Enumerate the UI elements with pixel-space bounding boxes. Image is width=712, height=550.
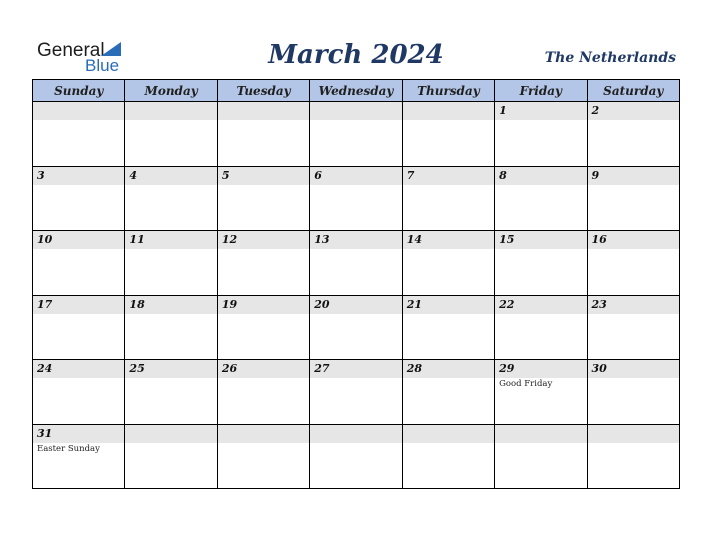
day-cell xyxy=(310,360,402,425)
day-cell xyxy=(33,102,125,167)
day-number: 14 xyxy=(403,231,494,249)
day-cell xyxy=(125,295,217,360)
day-number: 24 xyxy=(33,360,124,378)
day-number xyxy=(125,102,216,120)
day-cell xyxy=(402,166,494,231)
country-name: The Netherlands xyxy=(544,50,676,66)
day-number: 1 xyxy=(495,102,586,120)
day-number: 10 xyxy=(33,231,124,249)
day-cell xyxy=(495,102,587,167)
day-number: 15 xyxy=(495,231,586,249)
day-number: 23 xyxy=(588,296,679,314)
day-cell xyxy=(125,360,217,425)
day-number: 5 xyxy=(218,167,309,185)
calendar-title: March 2024 xyxy=(268,40,444,70)
day-number: 9 xyxy=(588,167,679,185)
day-cell xyxy=(33,166,125,231)
day-cell xyxy=(495,166,587,231)
day-cell xyxy=(217,102,309,167)
day-cell xyxy=(217,231,309,296)
day-number: 3 xyxy=(33,167,124,185)
week-row xyxy=(33,295,680,360)
day-number xyxy=(495,425,586,443)
day-number: 31 xyxy=(33,425,124,443)
weekday-header: Saturday xyxy=(587,80,679,102)
day-number xyxy=(310,102,401,120)
day-cell xyxy=(33,231,125,296)
day-cell xyxy=(402,360,494,425)
day-cell xyxy=(587,231,679,296)
weekday-header: Wednesday xyxy=(310,80,402,102)
day-cell xyxy=(310,166,402,231)
day-number xyxy=(310,425,401,443)
day-cell xyxy=(402,295,494,360)
day-cell xyxy=(310,231,402,296)
calendar-grid xyxy=(32,79,680,489)
day-cell xyxy=(217,295,309,360)
day-number: 2 xyxy=(588,102,679,120)
weekday-header: Tuesday xyxy=(217,80,309,102)
week-row xyxy=(33,166,680,231)
day-number: 25 xyxy=(125,360,216,378)
day-cell xyxy=(495,231,587,296)
day-cell xyxy=(495,295,587,360)
day-number: 11 xyxy=(125,231,216,249)
day-number: 22 xyxy=(495,296,586,314)
day-cell xyxy=(217,360,309,425)
weekday-header: Friday xyxy=(495,80,587,102)
day-cell xyxy=(217,424,309,489)
day-number xyxy=(403,102,494,120)
day-cell xyxy=(402,424,494,489)
day-cell xyxy=(310,102,402,167)
week-row xyxy=(33,360,680,425)
day-number xyxy=(588,425,679,443)
logo-flag-icon xyxy=(101,42,121,56)
day-number xyxy=(125,425,216,443)
day-cell xyxy=(495,360,587,425)
day-number: 4 xyxy=(125,167,216,185)
day-cell xyxy=(587,102,679,167)
day-number: 12 xyxy=(218,231,309,249)
day-cell xyxy=(587,295,679,360)
day-number: 8 xyxy=(495,167,586,185)
day-cell xyxy=(402,231,494,296)
day-cell xyxy=(587,424,679,489)
day-cell xyxy=(310,424,402,489)
day-cell xyxy=(587,360,679,425)
week-row xyxy=(33,231,680,296)
weekday-header: Thursday xyxy=(402,80,494,102)
day-number: 21 xyxy=(403,296,494,314)
day-cell xyxy=(217,166,309,231)
day-number: 6 xyxy=(310,167,401,185)
day-number: 29 xyxy=(495,360,586,378)
day-number: 26 xyxy=(218,360,309,378)
day-number xyxy=(33,102,124,120)
day-number: 30 xyxy=(588,360,679,378)
weekday-header: Sunday xyxy=(33,80,125,102)
day-number xyxy=(403,425,494,443)
day-cell xyxy=(125,231,217,296)
day-number xyxy=(218,102,309,120)
logo-text-general: General xyxy=(37,40,105,61)
day-number: 28 xyxy=(403,360,494,378)
day-number xyxy=(218,425,309,443)
generalblue-logo xyxy=(37,40,127,74)
holiday-label: Good Friday xyxy=(499,379,553,389)
day-number: 17 xyxy=(33,296,124,314)
day-cell xyxy=(125,424,217,489)
day-cell xyxy=(33,424,125,489)
weekday-header: Monday xyxy=(125,80,217,102)
day-cell xyxy=(495,424,587,489)
day-number: 13 xyxy=(310,231,401,249)
day-number: 20 xyxy=(310,296,401,314)
day-cell xyxy=(310,295,402,360)
logo-text-blue: Blue xyxy=(85,56,120,75)
weekday-header-row xyxy=(33,80,680,102)
day-number: 27 xyxy=(310,360,401,378)
week-row xyxy=(33,424,680,489)
day-number: 7 xyxy=(403,167,494,185)
day-number: 19 xyxy=(218,296,309,314)
holiday-label: Easter Sunday xyxy=(37,443,100,454)
day-number: 18 xyxy=(125,296,216,314)
week-row xyxy=(33,102,680,167)
day-cell xyxy=(33,295,125,360)
day-number: 16 xyxy=(588,231,679,249)
day-cell xyxy=(125,102,217,167)
day-cell xyxy=(33,360,125,425)
day-cell xyxy=(402,102,494,167)
day-cell xyxy=(587,166,679,231)
day-cell xyxy=(125,166,217,231)
